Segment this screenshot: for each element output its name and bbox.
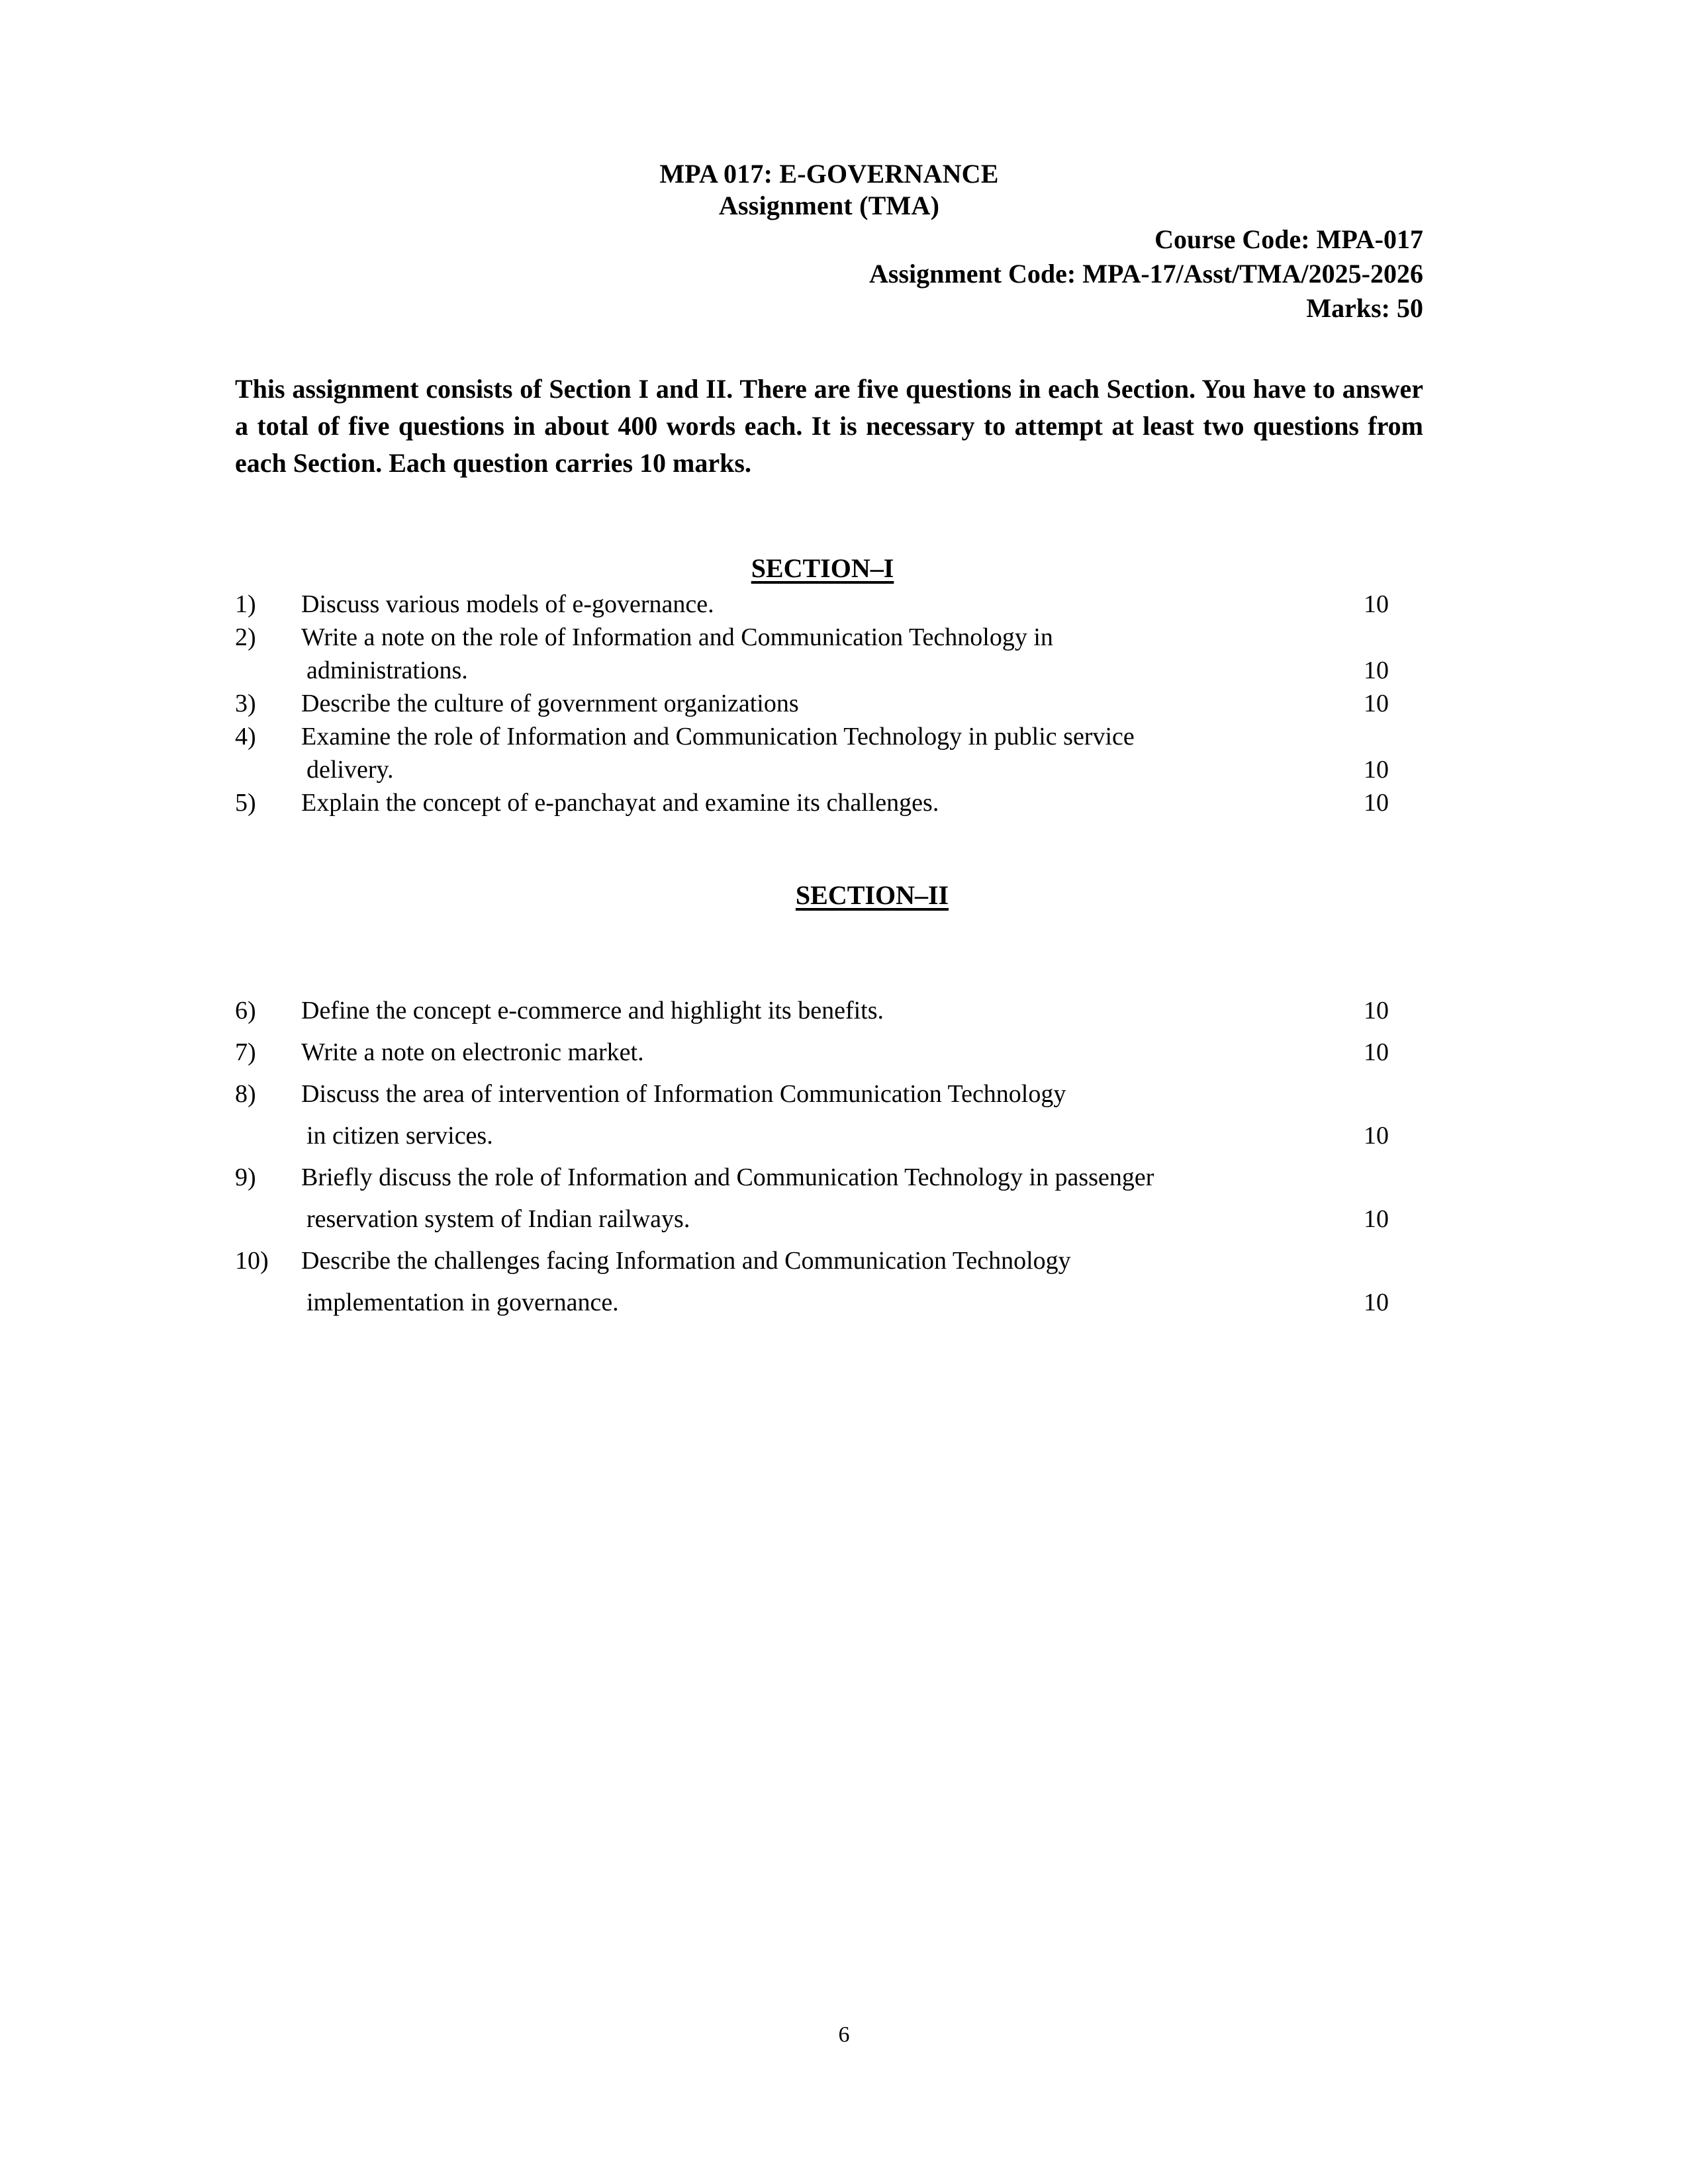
document-header [235,0,1423,324]
question-row [235,687,1423,720]
question-body [301,720,1423,786]
question-text-line: Briefly discuss the role of Information and Communication Technology in passenger [301,1163,1154,1191]
question-row [235,1240,1423,1324]
question-text-line: Define the concept e-commerce and highlight its benefits. [301,997,884,1024]
question-number: 3) [235,690,256,717]
question-body [301,1073,1423,1157]
question-text-line: Examine the role of Information and Communication Technology in public service [301,723,1135,751]
question-text-line: Explain the concept of e-panchayat and examine its challenges. [301,789,939,817]
question-text-line: Discuss various models of e-governance. [301,590,714,618]
question-text-line: Write a note on the role of Information and Communication Technology in [301,623,1053,651]
question-number: 5) [235,789,256,817]
page-content [235,0,1423,1324]
question-body [301,1157,1423,1240]
question-body [301,687,1423,720]
document-title: MPA 017: E-GOVERNANCE [659,159,999,189]
question-row [235,1032,1423,1073]
section-heading-2 [235,880,1423,911]
question-list-section-1 [235,588,1423,819]
question-row [235,1157,1423,1240]
question-marks: 10 [1364,657,1389,684]
question-marks: 10 [1364,1205,1389,1233]
assignment-code: Assignment Code: MPA-17/Asst/TMA/2025-2026 [869,259,1423,289]
question-row [235,786,1423,819]
question-number: 10) [235,1247,269,1275]
question-row [235,621,1423,687]
question-row [235,588,1423,621]
question-number: 1) [235,590,256,618]
section-heading-1-label: SECTION–I [751,553,894,583]
question-marks: 10 [1364,1289,1389,1316]
question-text-line: in citizen services. [306,1122,493,1150]
page-number: 6 [838,2023,850,2047]
question-body [301,621,1423,687]
question-row [235,1073,1423,1157]
question-row [235,720,1423,786]
question-body [301,1240,1423,1324]
question-marks: 10 [1364,1038,1389,1066]
question-body [301,588,1423,621]
question-marks: 10 [1364,1122,1389,1150]
question-marks: 10 [1364,756,1389,784]
question-marks: 10 [1364,789,1389,817]
question-marks: 10 [1364,690,1389,717]
question-marks: 10 [1364,590,1389,618]
assignment-instructions: This assignment consists of Section I and II. There are five questions in each Section. You have to answer a total of five questions in about 400 words each. It is necessary to attempt at least two questions from each Section. Each question carries 10 marks. [235,374,1423,478]
question-number: 8) [235,1080,256,1108]
question-number: 4) [235,723,256,751]
question-text-line: Describe the challenges facing Information and Communication Technology [301,1247,1071,1275]
question-text-line: implementation in governance. [306,1289,619,1316]
total-marks: Marks: 50 [1306,293,1423,323]
question-text-line: administrations. [306,657,468,684]
question-row [235,990,1423,1032]
section-heading-2-label: SECTION–II [795,880,949,910]
question-text-line: Discuss the area of intervention of Information Communication Technology [301,1080,1066,1108]
question-text-line: delivery. [306,756,394,784]
question-body [301,786,1423,819]
question-marks: 10 [1364,997,1389,1024]
question-number: 7) [235,1038,256,1066]
question-text-line: Describe the culture of government organizations [301,690,799,717]
question-number: 9) [235,1163,256,1191]
course-code: Course Code: MPA-017 [1154,224,1423,254]
question-text-line: Write a note on electronic market. [301,1038,644,1066]
question-text-line: reservation system of Indian railways. [306,1205,690,1233]
question-number: 6) [235,997,256,1024]
question-number: 2) [235,623,256,651]
question-body [301,1032,1423,1073]
section-heading-1 [235,553,1423,584]
document-subtitle: Assignment (TMA) [718,191,940,220]
question-body [301,990,1423,1032]
question-list-section-2 [235,990,1423,1324]
